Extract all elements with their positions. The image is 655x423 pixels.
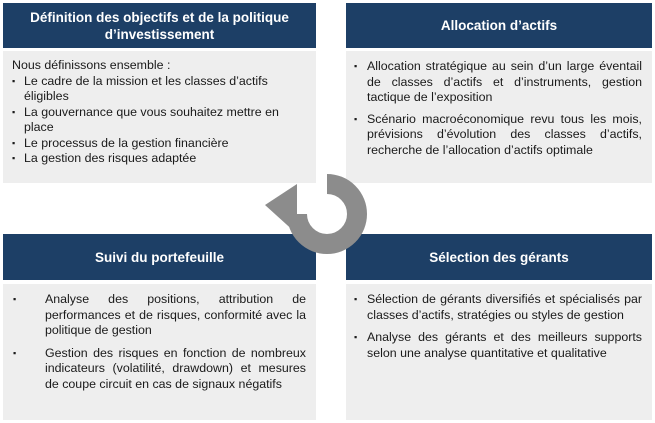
list-item: ▪ La gestion des risques adaptée	[12, 151, 197, 165]
list-item: ▪ Analyse des positions, attribution de performances et de risques, conformité avec la politique de gestion	[13, 292, 306, 337]
bullet-icon: ▪	[354, 113, 358, 124]
panel-allocation-title: Allocation d’actifs	[440, 18, 558, 33]
list-item: ▪ Le cadre de la mission et les classes d’actifs éligibles	[12, 73, 268, 103]
panel-suivi-body	[3, 284, 316, 420]
list-item: ▪ Analyse des gérants et des meilleurs supports selon une analyse quantitative et qualitative	[354, 330, 642, 360]
panel-suivi-list	[13, 292, 306, 392]
list-item: ▪ Gestion des risques en fonction de nombreux indicateurs (volatilité, drawdown) et mesures de coupe circuit en cas de signaux négatifs	[13, 345, 306, 391]
panel-allocation-header	[346, 3, 652, 48]
bullet-icon: ▪	[354, 294, 358, 304]
bullet-icon: ▪	[13, 294, 17, 304]
list-item: ▪ Scénario macroéconomique revu tous les mois, prévisions d’évolution des classes d’actifs, recherche de l’allocation d’actifs optimale	[354, 111, 642, 157]
list-item: ▪ Allocation stratégique au sein d’un large éventail de classes d’actifs et d’instruments, gestion tactique de l’exposition	[354, 59, 642, 104]
cycle-arrow-icon	[262, 148, 392, 278]
panel-selection-list	[354, 292, 642, 361]
bullet-icon: ▪	[354, 332, 358, 342]
panel-suivi-title: Suivi du portefeuille	[94, 249, 224, 265]
bullet-icon: ▪	[12, 137, 16, 148]
list-item: ▪ La gouvernance que vous souhaitez mettre en place	[12, 104, 279, 134]
list-item: ▪ Le processus de la gestion financière	[12, 135, 229, 150]
panel-objectifs-header	[3, 3, 316, 48]
bullet-icon: ▪	[354, 61, 358, 71]
panel-selection-title: Sélection des gérants	[429, 249, 569, 265]
panel-objectifs-title: Définition des objectifs et de la politique d’investissement	[30, 9, 289, 42]
bullet-icon: ▪	[13, 347, 17, 358]
panel-objectifs-intro: Nous définissons ensemble :	[12, 58, 171, 72]
panel-allocation-list	[354, 59, 642, 158]
bullet-icon: ▪	[12, 153, 16, 163]
list-item: ▪ Sélection de gérants diversifiés et spécialisés par classes d’actifs, stratégies ou styles de gestion	[354, 292, 642, 322]
bullet-icon: ▪	[12, 106, 16, 117]
panel-selection-body	[346, 284, 652, 420]
bullet-icon: ▪	[12, 75, 16, 86]
